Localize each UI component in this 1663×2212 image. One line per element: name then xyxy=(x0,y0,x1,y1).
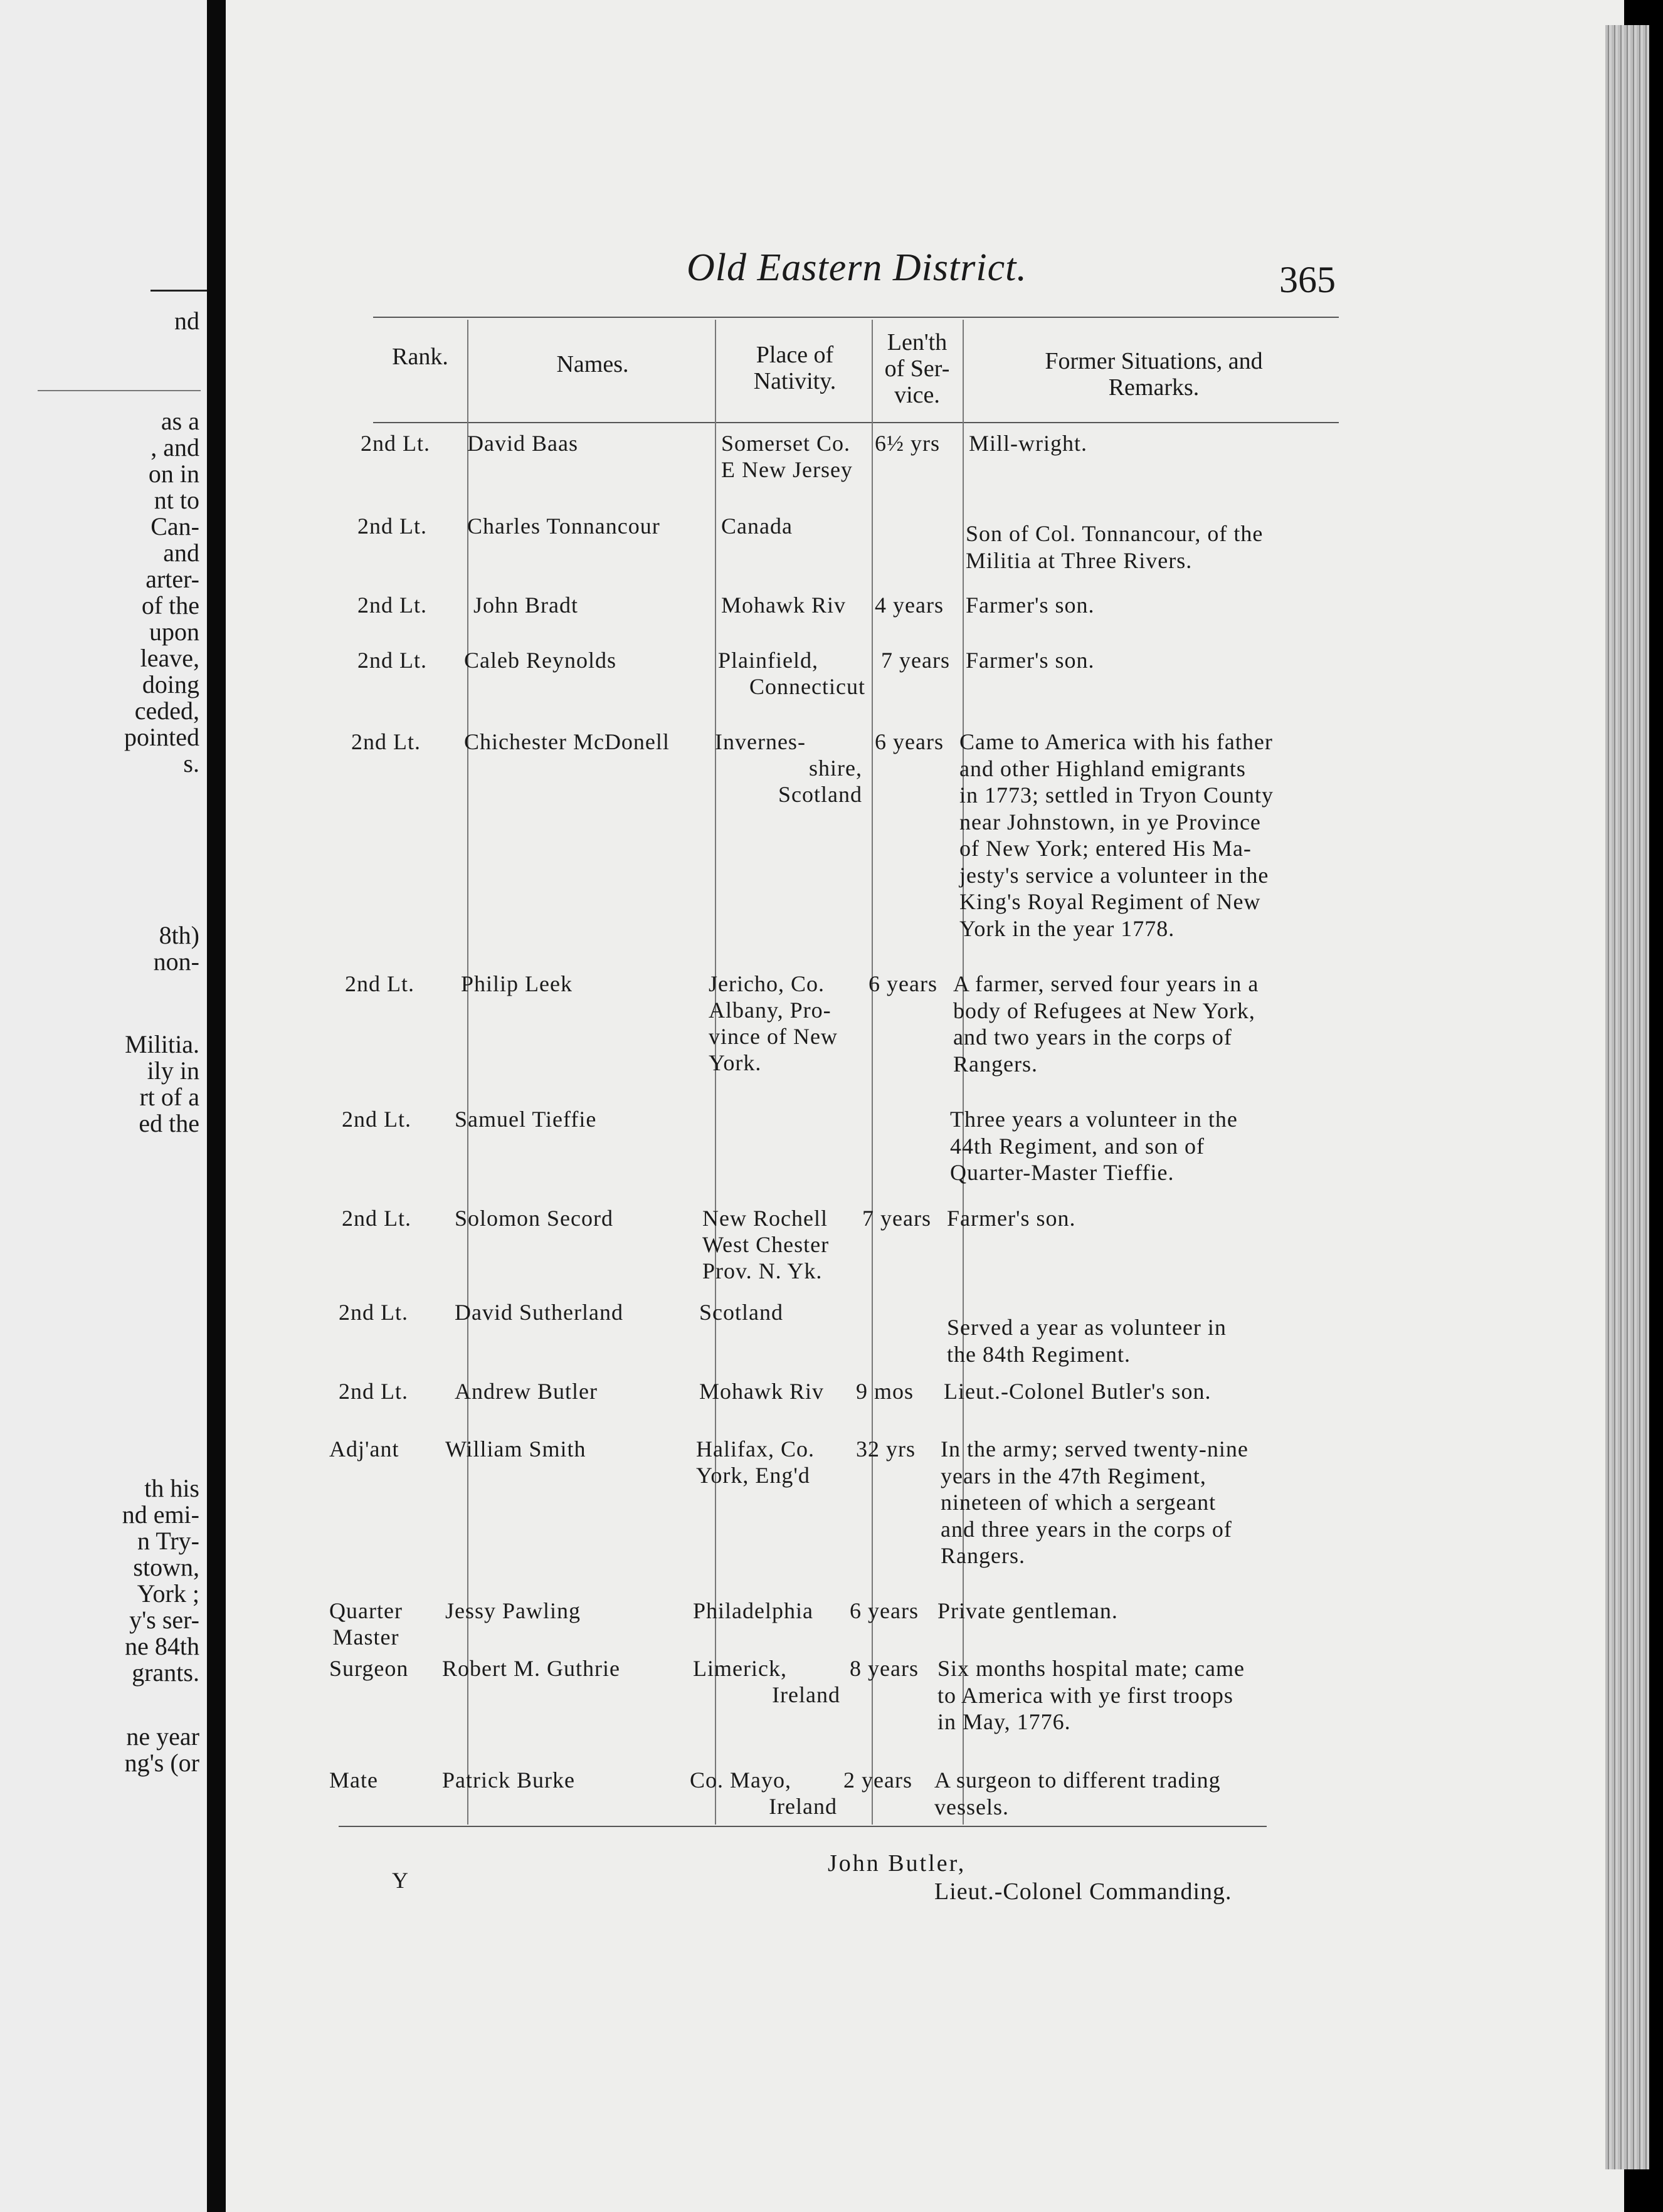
remarks-line: York in the year 1778. xyxy=(959,915,1175,941)
column-header: Former Situations, and Remarks. xyxy=(1045,348,1263,401)
rank-cell: Mate xyxy=(329,1767,378,1793)
left-page-line: s. xyxy=(183,749,199,777)
left-page-line: y's ser- xyxy=(129,1606,199,1634)
name-cell: Philip Leek xyxy=(461,971,573,996)
remarks-line: King's Royal Regiment of New xyxy=(959,889,1261,914)
place-cell: Invernes- xyxy=(715,729,806,754)
left-page-line: Can- xyxy=(150,512,199,540)
running-header: Old Eastern District. xyxy=(687,246,1027,289)
remarks-line: Three years a volunteer in the xyxy=(950,1107,1238,1132)
remarks-line: A surgeon to different trading xyxy=(934,1767,1221,1793)
left-page-line: Militia. xyxy=(125,1030,199,1058)
remarks-line: of New York; entered His Ma- xyxy=(959,836,1252,861)
place-cell: Prov. N. Yk. xyxy=(702,1258,823,1283)
remarks-line: to America with ye first troops xyxy=(937,1682,1233,1708)
rank-cell: 2nd Lt. xyxy=(342,1206,411,1231)
service-cell: 6½ yrs xyxy=(875,431,940,456)
place-cell: Connecticut xyxy=(749,674,865,699)
left-page-line: pointed xyxy=(124,723,199,751)
remarks-line: Farmer's son. xyxy=(966,592,1095,618)
left-page-line: on in xyxy=(148,460,199,488)
service-cell: 32 yrs xyxy=(856,1436,916,1462)
rank-cell: 2nd Lt. xyxy=(339,1379,408,1404)
remarks-line: Lieut.-Colonel Butler's son. xyxy=(944,1379,1212,1404)
table-bottom-rule xyxy=(339,1826,1267,1827)
left-page-line: and xyxy=(163,539,199,567)
place-cell: Canada xyxy=(721,514,793,539)
left-page-line: nd xyxy=(174,307,199,335)
service-cell: 9 mos xyxy=(856,1379,914,1404)
name-cell: Patrick Burke xyxy=(442,1767,575,1793)
left-page-line: nt to xyxy=(154,486,199,514)
remarks-line: Rangers. xyxy=(953,1051,1038,1077)
service-cell: 4 years xyxy=(875,592,944,618)
remarks-line: in 1773; settled in Tryon County xyxy=(959,782,1274,808)
service-cell: 6 years xyxy=(850,1598,919,1623)
service-cell: 6 years xyxy=(875,729,944,754)
place-cell: Mohawk Riv xyxy=(721,592,846,618)
remarks-line: nineteen of which a sergeant xyxy=(941,1490,1217,1515)
remarks-line: Private gentleman. xyxy=(937,1598,1118,1623)
remarks-line: Six months hospital mate; came xyxy=(937,1656,1245,1681)
place-cell: York. xyxy=(709,1050,762,1075)
left-page-line: leave, xyxy=(140,644,199,672)
place-cell: Jericho, Co. xyxy=(709,971,825,996)
place-cell: Ireland xyxy=(769,1794,837,1819)
name-cell: David Sutherland xyxy=(455,1300,623,1325)
left-page-line: non- xyxy=(153,947,199,976)
left-page-line: arter- xyxy=(145,565,199,593)
place-cell: Co. Mayo, xyxy=(690,1767,791,1793)
remarks-line: Farmer's son. xyxy=(947,1206,1076,1231)
left-page-line: ceded, xyxy=(134,697,199,725)
left-page-line: grants. xyxy=(132,1658,199,1687)
service-cell: 6 years xyxy=(868,971,937,996)
name-cell: Andrew Butler xyxy=(455,1379,598,1404)
remarks-line: jesty's service a volunteer in the xyxy=(959,862,1269,888)
remarks-line: and three years in the corps of xyxy=(941,1516,1232,1542)
rank-cell: 2nd Lt. xyxy=(345,971,414,996)
remarks-line: 44th Regiment, and son of xyxy=(950,1133,1205,1159)
service-cell: 8 years xyxy=(850,1656,919,1681)
place-cell: Ireland xyxy=(772,1682,840,1707)
left-page-line: stown, xyxy=(133,1553,199,1581)
name-cell: Robert M. Guthrie xyxy=(442,1656,620,1681)
place-cell: New Rochell xyxy=(702,1206,828,1231)
remarks-line: Son of Col. Tonnancour, of the xyxy=(966,521,1264,546)
remarks-line: the 84th Regiment. xyxy=(947,1341,1131,1367)
signature-name: John Butler, xyxy=(828,1850,966,1877)
left-page-line: n Try- xyxy=(137,1527,199,1555)
place-cell: Mohawk Riv xyxy=(699,1379,824,1404)
left-page-line: upon xyxy=(149,618,199,646)
remarks-line: Served a year as volunteer in xyxy=(947,1315,1227,1340)
page-number: 365 xyxy=(1279,259,1336,300)
remarks-line: and two years in the corps of xyxy=(953,1024,1232,1050)
rank-cell: 2nd Lt. xyxy=(339,1300,408,1325)
left-page-rule-2 xyxy=(38,390,201,391)
column-header: Len'th of Ser- vice. xyxy=(884,329,950,408)
left-page-fragment xyxy=(0,0,207,2212)
rank-cell: 2nd Lt. xyxy=(357,648,427,673)
left-page-line: doing xyxy=(142,670,199,698)
place-cell: Halifax, Co. xyxy=(696,1436,815,1462)
rank-cell: 2nd Lt. xyxy=(357,592,427,618)
signature-title: Lieut.-Colonel Commanding. xyxy=(934,1878,1232,1905)
left-page-line: rt of a xyxy=(139,1083,199,1111)
table-top-rule xyxy=(373,317,1339,318)
remarks-line: and other Highland emigrants xyxy=(959,756,1246,781)
left-page-line: nd emi- xyxy=(122,1500,199,1529)
place-cell: Philadelphia xyxy=(693,1598,813,1623)
left-page-line: ily in xyxy=(147,1056,199,1085)
service-cell: 2 years xyxy=(843,1767,912,1793)
place-cell: E New Jersey xyxy=(721,457,853,482)
remarks-line: Came to America with his father xyxy=(959,729,1273,754)
place-cell: Scotland xyxy=(778,782,862,807)
column-header: Place of Nativity. xyxy=(753,342,837,394)
left-page-line: th his xyxy=(144,1474,199,1502)
remarks-line: near Johnstown, in ye Province xyxy=(959,809,1261,835)
left-page-line: ne year xyxy=(126,1722,199,1751)
rank-cell: 2nd Lt. xyxy=(351,729,421,754)
remarks-line: Militia at Three Rivers. xyxy=(966,547,1193,573)
place-cell: shire, xyxy=(809,756,862,781)
page-edge xyxy=(1605,25,1649,2169)
name-cell: Caleb Reynolds xyxy=(464,648,616,673)
page-gutter xyxy=(207,0,226,2212)
left-page-line: ed the xyxy=(139,1109,199,1137)
place-cell: Scotland xyxy=(699,1300,783,1325)
left-page-line: as a xyxy=(161,407,199,435)
left-page-line: , and xyxy=(150,433,199,461)
remarks-line: vessels. xyxy=(934,1794,1009,1820)
remarks-line: Farmer's son. xyxy=(966,648,1095,673)
name-cell: Chichester McDonell xyxy=(464,729,670,754)
remarks-line: Mill-wright. xyxy=(969,431,1087,456)
service-cell: 7 years xyxy=(881,648,950,673)
rank-cell: 2nd Lt. xyxy=(342,1107,411,1132)
place-cell: vince of New xyxy=(709,1024,838,1049)
left-page-line: ng's (or xyxy=(124,1749,199,1777)
service-cell: 7 years xyxy=(862,1206,931,1231)
left-page-line: York ; xyxy=(137,1579,199,1608)
remarks-line: Quarter-Master Tieffie. xyxy=(950,1160,1175,1185)
place-cell: York, Eng'd xyxy=(696,1463,810,1488)
table-header-rule xyxy=(373,422,1339,423)
remarks-line: years in the 47th Regiment, xyxy=(941,1463,1206,1488)
column-header: Rank. xyxy=(392,344,448,370)
name-cell: William Smith xyxy=(445,1436,586,1462)
left-page-rule xyxy=(150,290,207,292)
name-cell: John Bradt xyxy=(473,592,578,618)
name-cell: Charles Tonnancour xyxy=(467,514,660,539)
signature-mark: Y xyxy=(392,1868,408,1893)
left-page-line: of the xyxy=(141,591,199,619)
name-cell: David Baas xyxy=(467,431,578,456)
name-cell: Samuel Tieffie xyxy=(455,1107,597,1132)
column-header: Names. xyxy=(556,351,629,377)
rank-cell: 2nd Lt. xyxy=(361,431,430,456)
name-cell: Jessy Pawling xyxy=(445,1598,581,1623)
remarks-line: In the army; served twenty-nine xyxy=(941,1436,1249,1462)
remarks-line: in May, 1776. xyxy=(937,1709,1071,1734)
place-cell: Plainfield, xyxy=(718,648,818,673)
place-cell: Somerset Co. xyxy=(721,431,850,456)
left-page-line: ne 84th xyxy=(125,1632,199,1660)
remarks-line: A farmer, served four years in a xyxy=(953,971,1259,996)
rank-cell: Quarter Master xyxy=(329,1598,403,1650)
remarks-line: Rangers. xyxy=(941,1543,1025,1568)
remarks-line: body of Refugees at New York, xyxy=(953,998,1255,1023)
rank-cell: 2nd Lt. xyxy=(357,514,427,539)
place-cell: Limerick, xyxy=(693,1656,787,1681)
place-cell: Albany, Pro- xyxy=(709,998,832,1023)
place-cell: West Chester xyxy=(702,1232,830,1257)
rank-cell: Adj'ant xyxy=(329,1436,399,1462)
name-cell: Solomon Secord xyxy=(455,1206,613,1231)
rank-cell: Surgeon xyxy=(329,1656,409,1681)
left-page-line: 8th) xyxy=(159,921,199,949)
